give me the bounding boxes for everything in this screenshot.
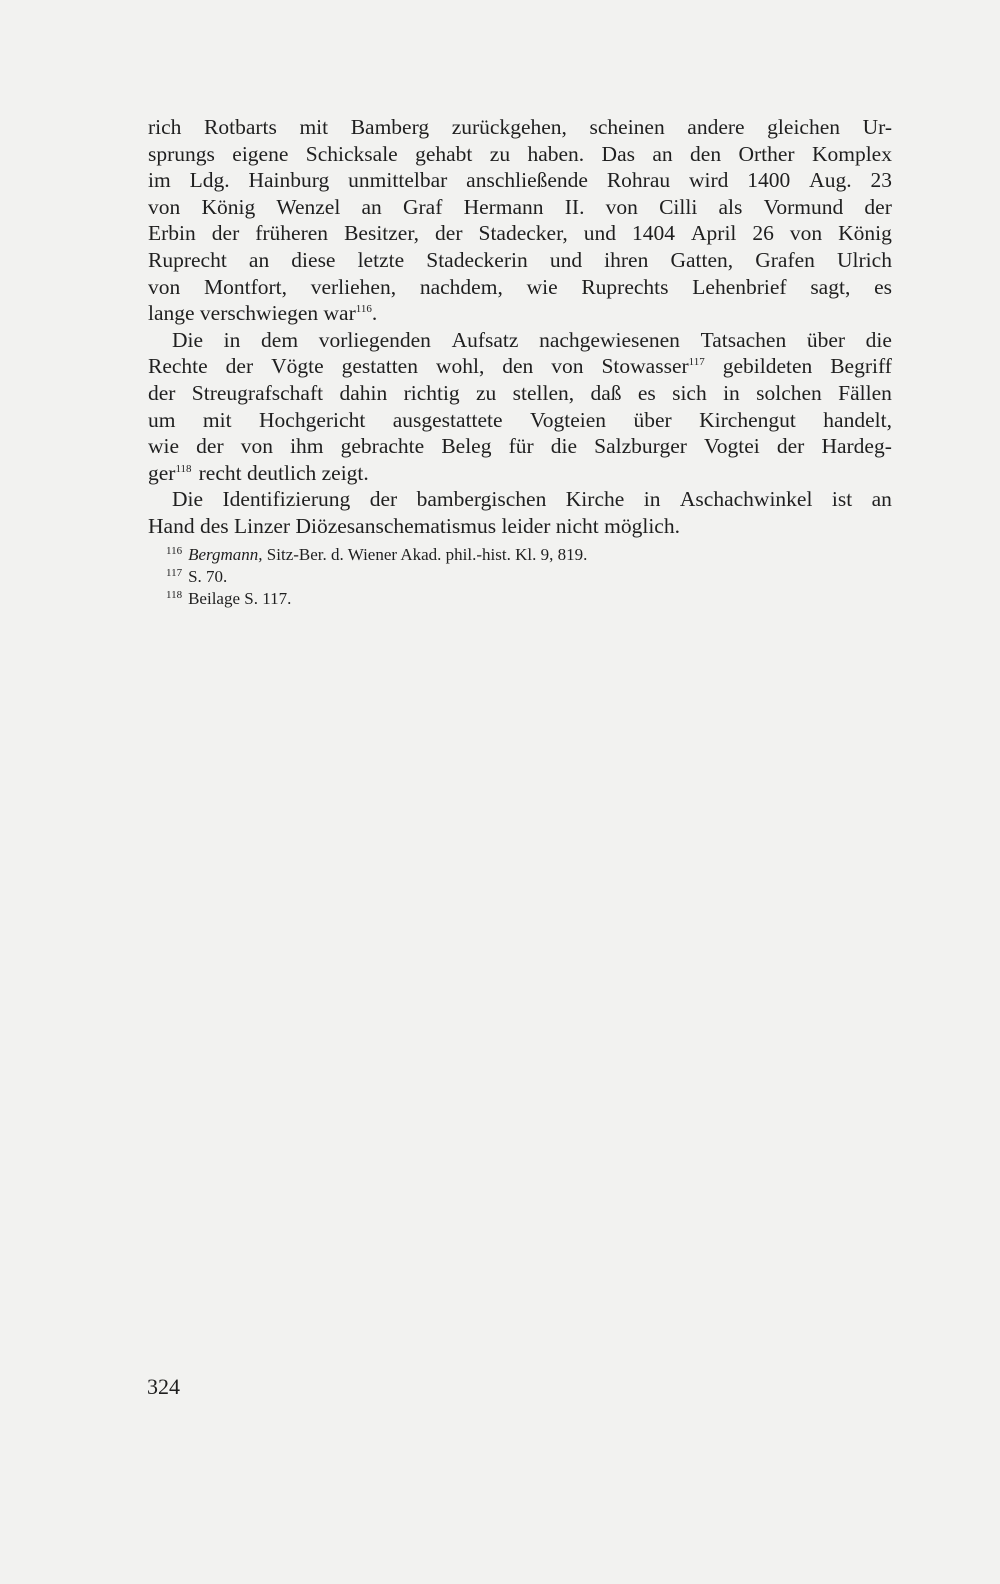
word: wie — [526, 274, 558, 299]
text-line — [148, 247, 892, 274]
text-line — [148, 141, 892, 168]
word: richtig — [403, 380, 460, 405]
word: nachgewiesenen — [539, 327, 680, 352]
word: zu — [476, 380, 497, 405]
word: gehabt — [415, 141, 473, 166]
word: Ruprecht — [148, 247, 227, 272]
word: im — [148, 168, 171, 193]
word: solchen — [756, 380, 822, 405]
word: dahin — [339, 380, 388, 405]
word: Ulrich — [837, 247, 892, 272]
word: Vormund — [763, 194, 844, 219]
word: ist — [831, 487, 853, 512]
word: es — [874, 274, 892, 299]
word: an — [871, 487, 892, 512]
word: Stadeckerin — [426, 247, 528, 272]
word: und — [549, 247, 583, 272]
text-line — [148, 167, 892, 194]
word: mit — [299, 115, 329, 139]
word: Rotbarts — [204, 115, 277, 139]
word: den — [690, 141, 722, 166]
word: Orther — [738, 141, 795, 166]
word: Identifizierung — [222, 487, 351, 512]
word: Wenzel — [276, 194, 341, 219]
word: der — [196, 434, 224, 459]
word: der — [369, 487, 398, 512]
word: die — [865, 327, 892, 352]
word: an — [248, 247, 270, 272]
word: Die — [172, 487, 204, 512]
word: mit — [202, 407, 232, 432]
text-line — [148, 327, 892, 354]
text-line — [148, 194, 892, 221]
word: diese — [291, 247, 336, 272]
word: gebildeten — [722, 354, 813, 379]
word: Komplex — [811, 141, 892, 166]
word: Begriff — [830, 354, 892, 379]
word: Bamberg — [350, 115, 430, 139]
text-line — [148, 220, 892, 247]
word: Fällen — [838, 380, 892, 405]
footnote-117: $^{117}$ S. 70. — [166, 567, 228, 586]
word: Schicksale — [305, 141, 398, 166]
text-line: ger$^{118}$ recht deutlich zeigt. — [148, 460, 369, 485]
word: Hainburg — [248, 168, 330, 193]
word: daß — [590, 380, 622, 405]
word: den — [502, 354, 534, 379]
word: Aufsatz — [451, 327, 519, 352]
word: wird — [689, 168, 729, 193]
word: in — [223, 327, 241, 352]
word: 23 — [870, 168, 892, 193]
word: Vogtei — [704, 434, 760, 459]
word: der — [225, 354, 254, 379]
word: gestatten — [341, 354, 418, 379]
word: in — [643, 487, 661, 512]
text-line — [148, 274, 892, 301]
word: dem — [261, 327, 299, 352]
word: es — [637, 380, 656, 405]
word: ihm — [290, 434, 324, 459]
word: handelt, — [823, 407, 892, 432]
word: Das — [601, 141, 635, 166]
footnote-118: $^{118}$ Beilage S. 117. — [166, 589, 292, 608]
word: früheren — [255, 221, 329, 246]
word: als — [718, 194, 743, 219]
word: Kirchengut — [699, 407, 796, 432]
word: Stadecker, — [478, 221, 568, 246]
footnote-ref-116: 116 — [355, 303, 372, 316]
text-line — [148, 433, 892, 460]
footnote-ref-118: 118 — [175, 462, 192, 475]
text-line — [148, 353, 892, 380]
word: Salzburger — [594, 434, 687, 459]
word: Streugrafschaft — [191, 380, 324, 405]
word: gebrachte — [340, 434, 425, 459]
word: Besitzer, — [344, 221, 420, 246]
footnote-author: Bergmann, — [188, 545, 263, 564]
text-line — [148, 114, 892, 141]
word: unmittelbar — [348, 168, 448, 193]
word: an — [361, 194, 382, 219]
word: Montfort, — [203, 274, 287, 299]
word: Tatsachen — [700, 327, 787, 352]
word: verliehen, — [310, 274, 397, 299]
word: von — [789, 221, 823, 246]
word: von — [148, 194, 181, 219]
word: 1400 — [747, 168, 791, 193]
word: anschließende — [466, 168, 588, 193]
word: Ur- — [862, 115, 892, 139]
word: stellen, — [512, 380, 575, 405]
word: Aschachwinkel — [679, 487, 813, 512]
text-line — [148, 486, 892, 513]
word: zu — [489, 141, 511, 166]
word: der — [211, 221, 240, 246]
text-line: Hand des Linzer Diözesanschematismus leider nicht möglich. — [148, 513, 680, 538]
word: scheinen — [589, 115, 665, 139]
word: Beleg — [441, 434, 492, 459]
text-line — [148, 407, 892, 434]
word: ausgestattete — [392, 407, 503, 432]
word: Vögte — [271, 354, 324, 379]
word: über — [806, 327, 846, 352]
text-line — [148, 380, 892, 407]
word: Kirche — [565, 487, 625, 512]
word: Hermann — [463, 194, 544, 219]
word: der — [776, 434, 805, 459]
word: die — [550, 434, 578, 459]
word: eigene — [232, 141, 289, 166]
footnote-116: $^{116}$ Bergmann, Sitz-Ber. d. Wiener Akad. phil.-hist. Kl. 9, 819. — [166, 545, 588, 564]
word: wie — [148, 434, 180, 459]
word: von — [148, 274, 181, 299]
footnotes — [166, 540, 866, 606]
word: April — [691, 221, 737, 246]
word: zurückgehen, — [451, 115, 567, 139]
word: um — [148, 407, 176, 432]
word: Hardeg- — [821, 434, 892, 459]
word: sagt, — [810, 274, 851, 299]
word: Stowasser$^{117}$ — [601, 354, 705, 379]
line-text: lange verschwiegen war — [148, 301, 356, 326]
word: an — [652, 141, 673, 166]
word: Ldg. — [189, 168, 230, 193]
word: II. — [564, 194, 585, 219]
word: vorliegenden — [318, 327, 431, 352]
word: König — [838, 221, 892, 246]
word: über — [633, 407, 672, 432]
body-text — [148, 114, 892, 540]
word: der — [864, 194, 892, 219]
word: Gatten, — [670, 247, 734, 272]
word: Lehenbrief — [692, 274, 787, 299]
word: gleichen — [767, 115, 840, 139]
word: 26 — [752, 221, 774, 246]
word: Vogteien — [530, 407, 607, 432]
word: Die — [172, 327, 204, 352]
word: sich — [672, 380, 707, 405]
word: von — [605, 194, 638, 219]
word: Aug. — [809, 168, 852, 193]
word: Graf — [402, 194, 443, 219]
word: der — [148, 380, 176, 405]
word: nachdem, — [419, 274, 503, 299]
page-number: 324 — [147, 1374, 180, 1399]
word: der — [435, 221, 463, 246]
word: bambergischen — [416, 487, 547, 512]
word: haben. — [527, 141, 585, 166]
word: König — [201, 194, 256, 219]
word: Rohrau — [606, 168, 671, 193]
word: Ruprechts — [581, 274, 669, 299]
word: andere — [687, 115, 745, 139]
word: Rechte — [148, 354, 208, 379]
word: sprungs — [148, 141, 215, 166]
word: für — [508, 434, 534, 459]
word: und — [583, 221, 617, 246]
word: ihren — [604, 247, 649, 272]
word: letzte — [357, 247, 405, 272]
word: rich — [148, 115, 182, 139]
word: Cilli — [659, 194, 698, 219]
word: Hochgericht — [259, 407, 366, 432]
word: in — [723, 380, 740, 405]
word: von — [551, 354, 584, 379]
word: Erbin — [148, 221, 196, 246]
text-line: lange verschwiegen war $^{116}$. — [148, 301, 378, 326]
word: 1404 — [632, 221, 676, 246]
word: Grafen — [755, 247, 815, 272]
word: von — [240, 434, 273, 459]
footnote-ref-117: 117 — [688, 356, 705, 369]
word: wohl, — [435, 354, 485, 379]
